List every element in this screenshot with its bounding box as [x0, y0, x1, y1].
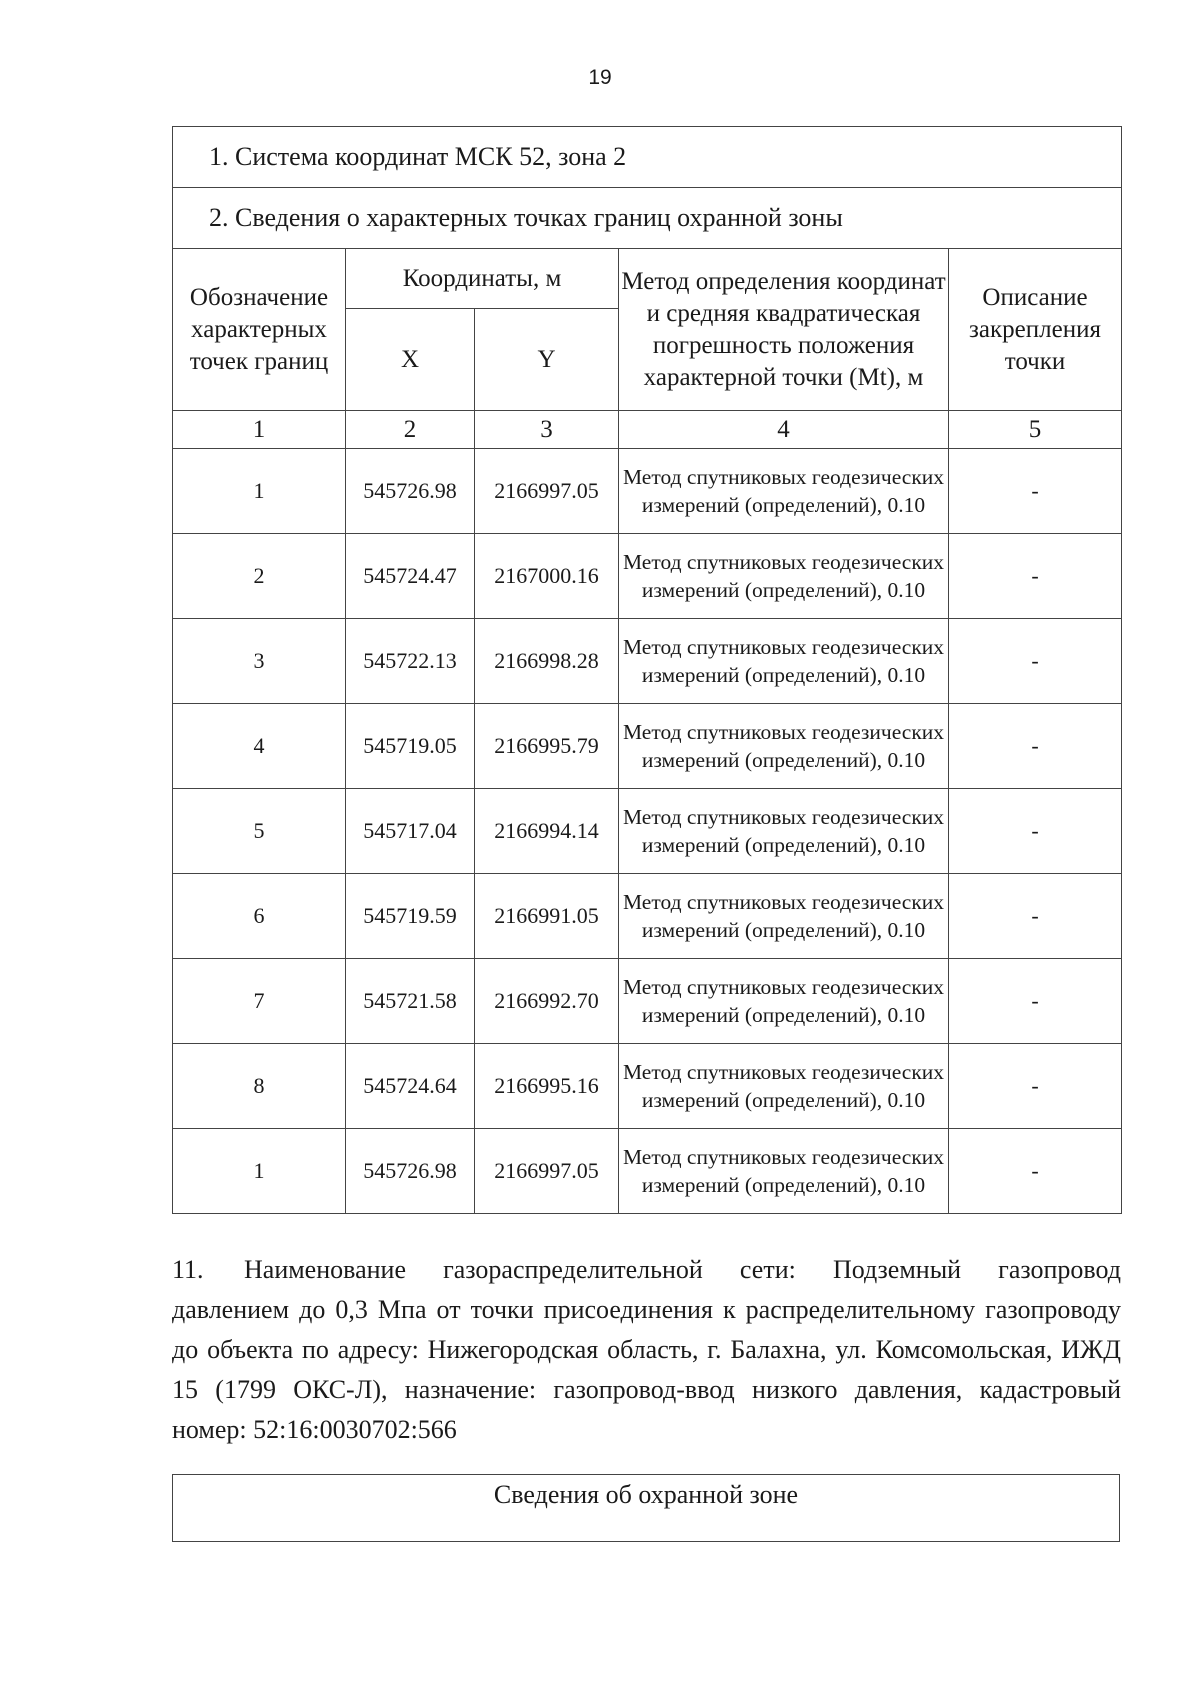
column-number: 1: [173, 411, 346, 449]
x-coordinate-cell: 545724.47: [346, 534, 475, 619]
y-coordinate-cell: 2166997.05: [475, 1129, 619, 1214]
table-row: [173, 1129, 1122, 1214]
method-cell: Метод спутниковых геодезических измерений (определений), 0.10: [619, 959, 949, 1044]
description-cell: -: [949, 619, 1122, 704]
header-description: Описание закрепления точки: [949, 249, 1122, 411]
boundary-points-info-row: 2. Сведения о характерных точках границ охранной зоны: [173, 188, 1122, 249]
x-coordinate-cell: 545726.98: [346, 1129, 475, 1214]
column-number: 2: [346, 411, 475, 449]
x-coordinate-cell: 545721.58: [346, 959, 475, 1044]
description-cell: -: [949, 449, 1122, 534]
x-coordinate-cell: 545719.59: [346, 874, 475, 959]
method-cell: Метод спутниковых геодезических измерений (определений), 0.10: [619, 789, 949, 874]
protection-zone-title: Сведения об охранной зоне: [493, 1480, 799, 1509]
section-text: Наименование газораспределительной сети: Подземный газопровод давлением до 0,3 Мпа от точки присоединения к распределительному газопроводу до объекта по адресу: Нижегородская область, г. Балахна, ул. Комсомольская, ИЖД 15 (1799 ОКС-Л), назначение: газопровод-ввод низкого давления, кадастровый номер: 52:16:0030702:566: [172, 1255, 1121, 1444]
coordinate-system-row: 1. Система координат МСК 52, зона 2: [173, 127, 1122, 188]
description-cell: -: [949, 1129, 1122, 1214]
point-id-cell: 5: [173, 789, 346, 874]
table-row: [173, 449, 1122, 534]
y-coordinate-cell: 2166997.05: [475, 449, 619, 534]
table-row: [173, 704, 1122, 789]
method-cell: Метод спутниковых геодезических измерений (определений), 0.10: [619, 1044, 949, 1129]
point-id-cell: 6: [173, 874, 346, 959]
table-row: [173, 789, 1122, 874]
y-coordinate-cell: 2166995.79: [475, 704, 619, 789]
header-designation: Обозначение характерных точек границ: [173, 249, 346, 411]
point-id-cell: 1: [173, 449, 346, 534]
x-coordinate-cell: 545717.04: [346, 789, 475, 874]
x-coordinate-cell: 545719.05: [346, 704, 475, 789]
header-method: Метод определения координат и средняя квадратическая погрешность положения характерной точки (Mt), м: [619, 249, 949, 411]
table-row: [173, 874, 1122, 959]
column-number: 5: [949, 411, 1122, 449]
method-cell: Метод спутниковых геодезических измерений (определений), 0.10: [619, 1129, 949, 1214]
point-id-cell: 4: [173, 704, 346, 789]
x-coordinate-cell: 545722.13: [346, 619, 475, 704]
description-cell: -: [949, 534, 1122, 619]
description-cell: -: [949, 704, 1122, 789]
point-id-cell: 7: [173, 959, 346, 1044]
description-cell: -: [949, 959, 1122, 1044]
description-cell: -: [949, 1044, 1122, 1129]
y-coordinate-cell: 2166998.28: [475, 619, 619, 704]
column-number: 3: [475, 411, 619, 449]
method-cell: Метод спутниковых геодезических измерений (определений), 0.10: [619, 704, 949, 789]
point-id-cell: 1: [173, 1129, 346, 1214]
method-cell: Метод спутниковых геодезических измерений (определений), 0.10: [619, 534, 949, 619]
y-coordinate-cell: 2167000.16: [475, 534, 619, 619]
table-row: [173, 619, 1122, 704]
method-cell: Метод спутниковых геодезических измерений (определений), 0.10: [619, 449, 949, 534]
table-row: [173, 959, 1122, 1044]
y-coordinate-cell: 2166992.70: [475, 959, 619, 1044]
x-coordinate-cell: 545726.98: [346, 449, 475, 534]
point-id-cell: 2: [173, 534, 346, 619]
y-coordinate-cell: 2166995.16: [475, 1044, 619, 1129]
header-y: Y: [475, 309, 619, 411]
protection-zone-box: [172, 1474, 1120, 1542]
page-number: 19: [588, 66, 612, 89]
point-id-cell: 3: [173, 619, 346, 704]
x-coordinate-cell: 545724.64: [346, 1044, 475, 1129]
method-cell: Метод спутниковых геодезических измерений (определений), 0.10: [619, 874, 949, 959]
method-cell: Метод спутниковых геодезических измерений (определений), 0.10: [619, 619, 949, 704]
table-row: [173, 1044, 1122, 1129]
section-11-paragraph: [172, 1250, 1121, 1450]
header-coordinates: Координаты, м: [346, 249, 619, 309]
column-number: 4: [619, 411, 949, 449]
description-cell: -: [949, 789, 1122, 874]
table-row: [173, 534, 1122, 619]
y-coordinate-cell: 2166991.05: [475, 874, 619, 959]
header-x: X: [346, 309, 475, 411]
y-coordinate-cell: 2166994.14: [475, 789, 619, 874]
section-number: 11.: [172, 1255, 204, 1284]
description-cell: -: [949, 874, 1122, 959]
point-id-cell: 8: [173, 1044, 346, 1129]
boundary-points-table: [172, 126, 1122, 1214]
